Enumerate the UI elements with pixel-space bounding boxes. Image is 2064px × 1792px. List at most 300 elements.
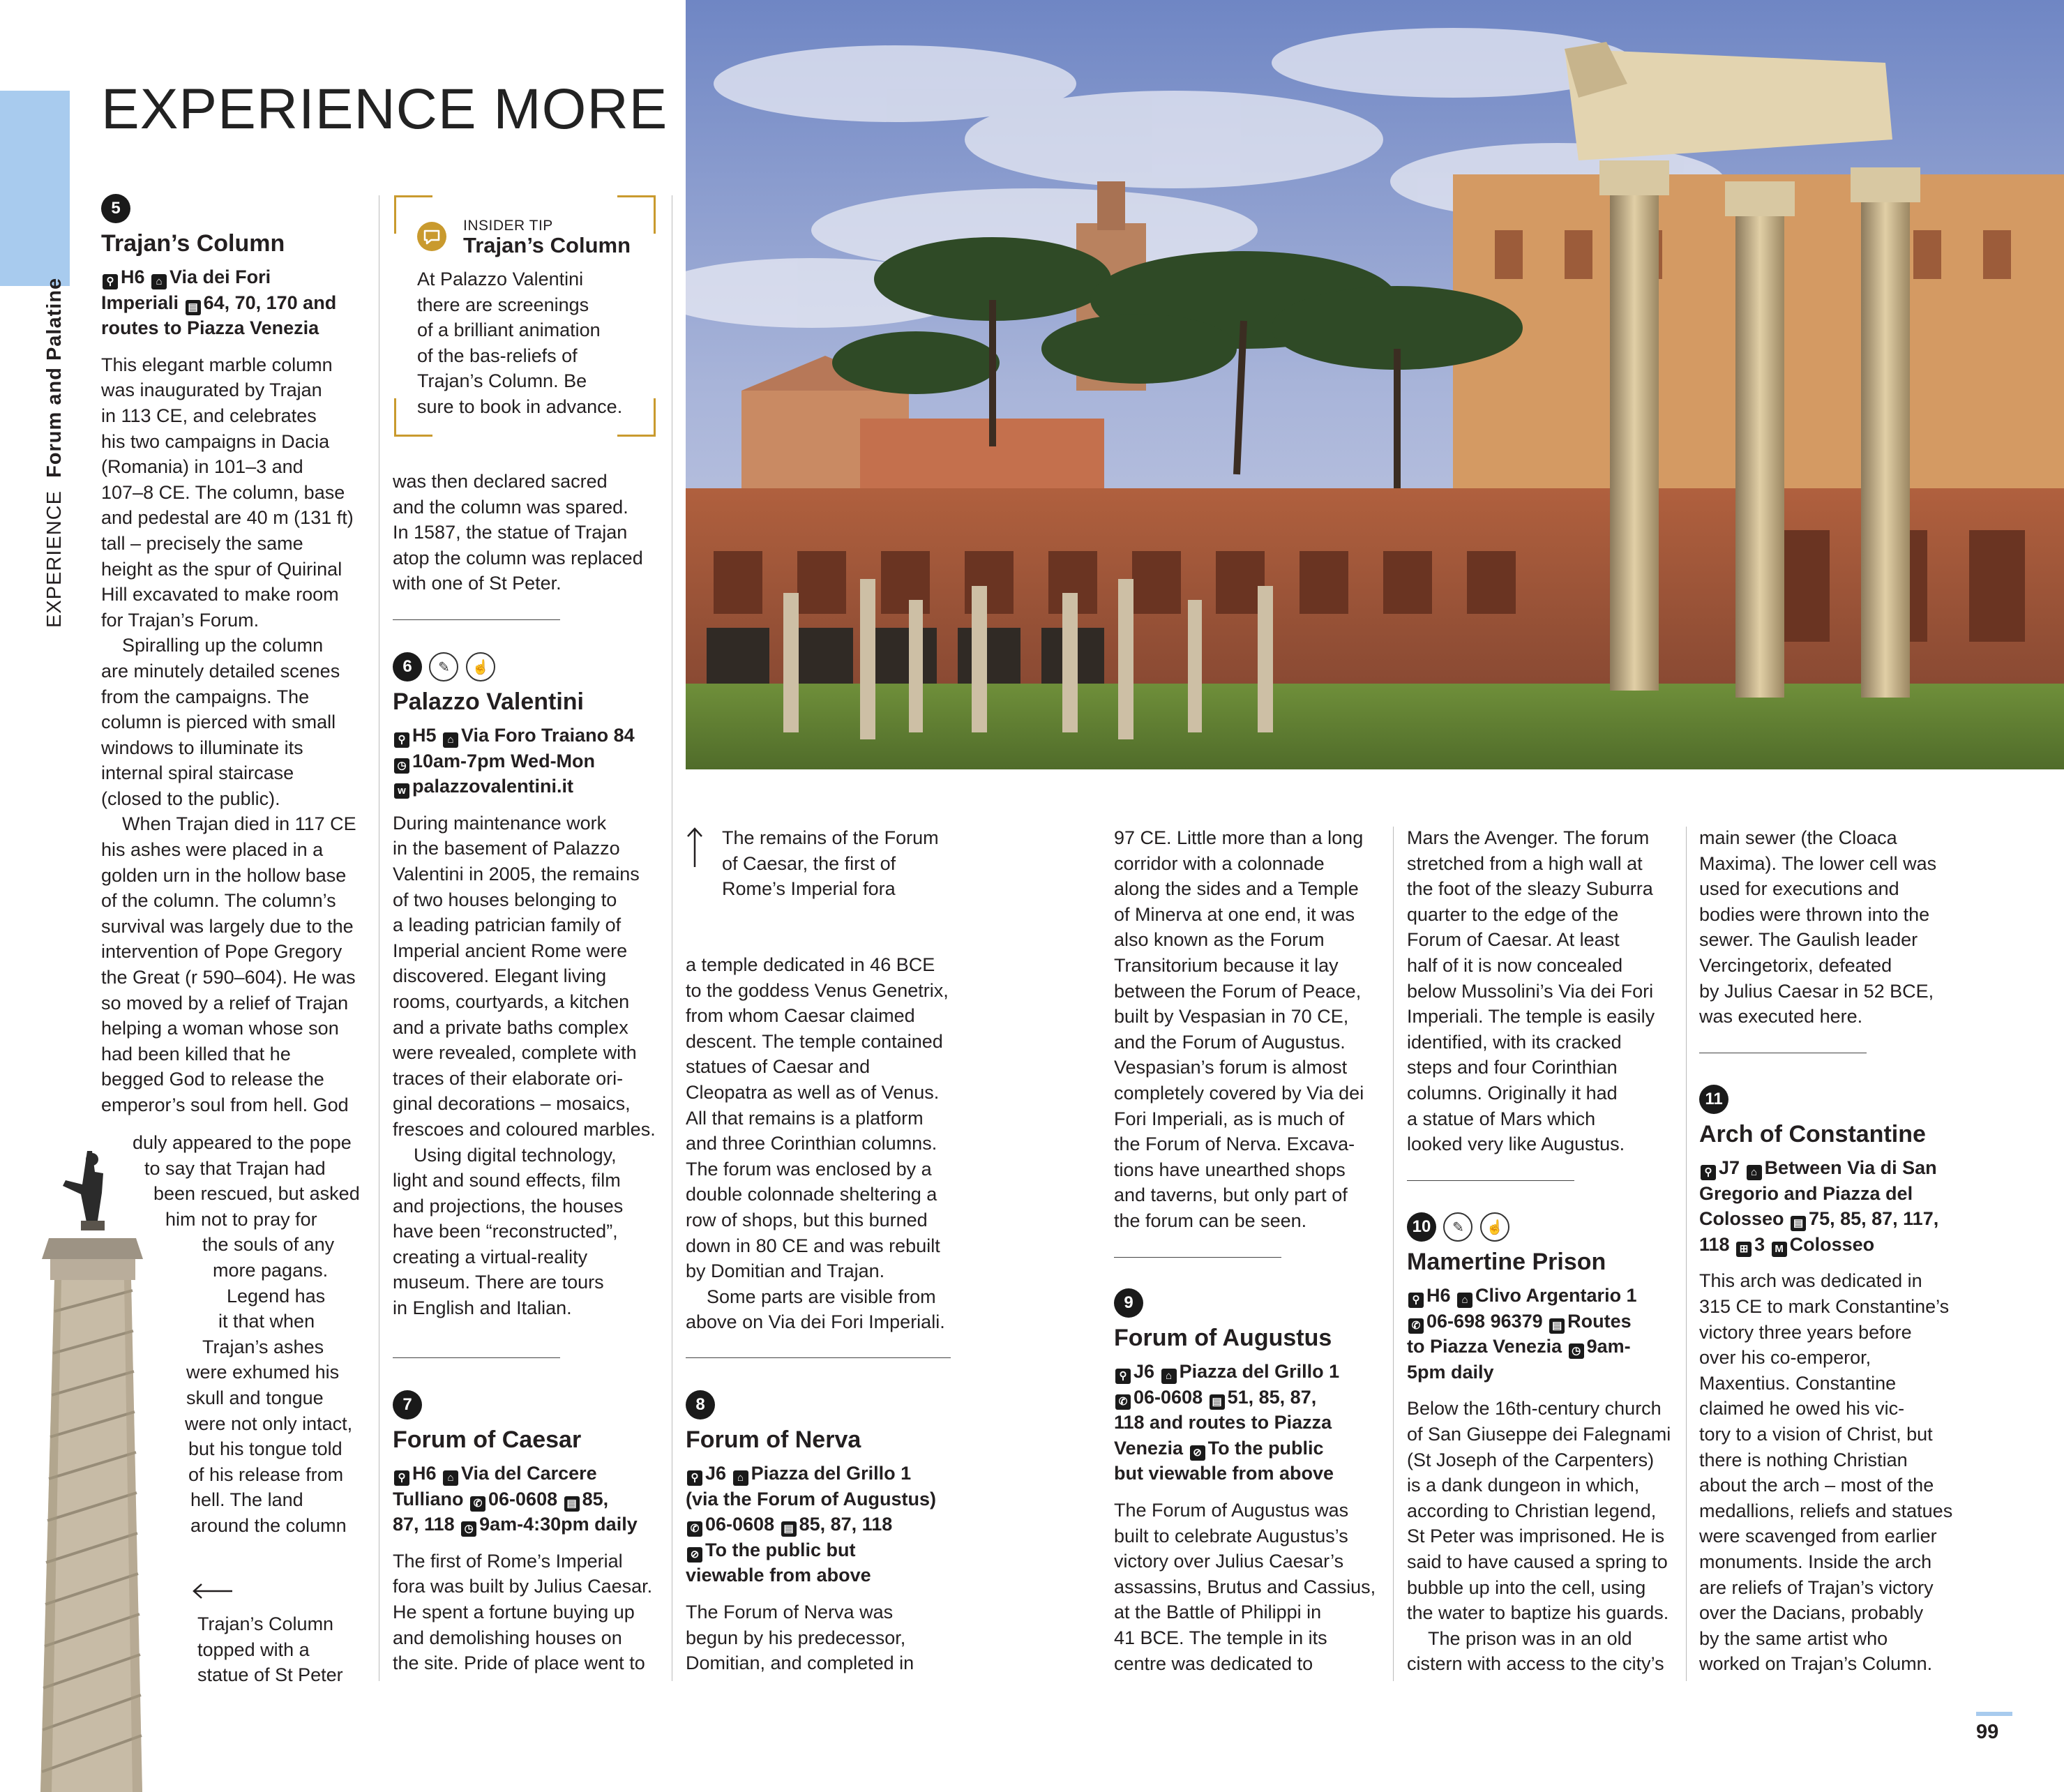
text-block [1407, 825, 1679, 1157]
text-line: monuments. Inside the arch [1699, 1551, 1932, 1572]
separator [686, 1357, 951, 1358]
map-pin-icon: ⚲ [1701, 1165, 1716, 1180]
clock-icon: ◷ [394, 758, 409, 774]
entry-body [1407, 1396, 1686, 1677]
text-line: of Minerva at one end, it was [1114, 903, 1355, 925]
text-line: At Palazzo Valentini [417, 269, 584, 289]
phone-icon: ✆ [1115, 1394, 1131, 1410]
text-line: above on Via dei Fori Imperiali. [686, 1311, 945, 1333]
text-line: at the Battle of Philippi in [1114, 1602, 1322, 1623]
text-line: a leading patrician family of [393, 914, 622, 936]
text-line: and demolishing houses on [393, 1627, 622, 1648]
text-line: with one of St Peter. [393, 573, 562, 594]
text-line: built to celebrate Augustus’s [1114, 1525, 1348, 1546]
page-number: 99 [1976, 1721, 1999, 1743]
text-line: by Domitian and Trajan. [686, 1260, 885, 1282]
text-line: The Forum of Augustus was [1114, 1499, 1349, 1521]
text-line: there is nothing Christian [1699, 1449, 1908, 1470]
text-line: Domitian, and completed in [686, 1652, 914, 1674]
text-line: are minutely detailed scenes [101, 660, 340, 682]
info-phone: 06-0608 [1133, 1386, 1203, 1408]
text-line: tall – precisely the same [101, 532, 303, 554]
text-line: In 1587, the statue of Trajan [393, 522, 628, 543]
text-line: around the column [190, 1514, 347, 1536]
text-line: The remains of the Forum [722, 827, 939, 848]
bus-icon: ▤ [186, 300, 201, 315]
text-line: Fori Imperiali, as is much of [1114, 1108, 1345, 1129]
info-bus: 75, 85, 87, 117, [1809, 1208, 1939, 1230]
section-label-chapter: Forum and Palatine [43, 277, 66, 478]
info-address: Via del Carcere [461, 1463, 597, 1484]
page-heading: EXPERIENCE MORE [101, 77, 668, 141]
text-line: worked on Trajan’s Column. [1699, 1653, 1933, 1675]
text-line: said to have caused a spring to [1407, 1551, 1668, 1572]
text-line: rooms, courtyards, a kitchen [393, 991, 630, 1012]
text-line: stretched from a high wall at [1407, 852, 1643, 874]
text-line: and projections, the houses [393, 1195, 624, 1217]
info-phone: 06-698 96379 [1426, 1310, 1543, 1332]
house-icon: ⌂ [1457, 1293, 1472, 1308]
info-address: Gregorio and Piazza del [1699, 1182, 1913, 1204]
text-line: 97 CE. Little more than a long [1114, 827, 1364, 848]
info-bus: 118 [1699, 1233, 1730, 1255]
info-address: Via Foro Traiano 84 [461, 725, 635, 746]
text-line: his ashes were placed in a [101, 839, 324, 861]
text-line: also known as the Forum [1114, 929, 1325, 951]
text-line: ginal decorations – mosaics, [393, 1093, 631, 1115]
closed-icon: ⊘ [1190, 1445, 1205, 1461]
text-line: was inaugurated by Trajan [101, 379, 322, 401]
info-grid: H6 [1426, 1285, 1451, 1306]
text-line: a statue of Mars which [1407, 1108, 1596, 1129]
text-line: Below the 16th-century church [1407, 1398, 1662, 1420]
text-line: victory over Julius Caesar’s [1114, 1551, 1344, 1572]
map-pin-icon: ⚲ [394, 732, 409, 748]
entry-info [393, 1461, 672, 1537]
text-line: The forum was enclosed by a [686, 1158, 932, 1180]
map-pin-icon: ⚲ [1408, 1293, 1424, 1308]
text-line: emperor’s soul from hell. God [101, 1094, 349, 1115]
column-rule [1393, 827, 1394, 1681]
text-line: Transitorium because it lay [1114, 954, 1339, 976]
entry-title: Forum of Nerva [686, 1426, 861, 1453]
info-address: Clivo Argentario 1 [1475, 1285, 1637, 1306]
text-line: creating a virtual-reality [393, 1246, 588, 1267]
text-line: according to Christian legend, [1407, 1500, 1657, 1521]
text-line: 41 BCE. The temple in its [1114, 1627, 1327, 1648]
text-line: of the bas-reliefs of [417, 345, 578, 366]
text-line: intervention of Pope Gregory [101, 941, 342, 963]
text-line: sure to book in advance. [417, 396, 623, 417]
text-line: of two houses belonging to [393, 889, 617, 910]
info-grid: J7 [1719, 1157, 1740, 1178]
trajans-column-image [14, 1144, 188, 1792]
text-block [686, 952, 965, 1335]
web-icon: w [394, 783, 409, 799]
entry-palazzo-valentini [393, 652, 668, 1321]
text-line: steps and four Corinthian [1407, 1057, 1618, 1078]
entry-info [1407, 1283, 1686, 1385]
house-icon: ⌂ [151, 274, 167, 289]
text-block [1114, 825, 1386, 1234]
info-hours: 5pm daily [1407, 1361, 1494, 1383]
text-line: The prison was in an old [1428, 1627, 1632, 1649]
text-line: helping a woman whose son [101, 1018, 339, 1039]
text-line: from whom Caesar claimed [686, 1005, 915, 1027]
text-line: half of it is now concealed [1407, 954, 1623, 976]
entry-info [101, 264, 366, 341]
phone-icon: ✆ [470, 1496, 485, 1512]
text-line: have been “reconstructed”, [393, 1221, 618, 1242]
info-hours: 10am-7pm Wed-Mon [412, 750, 596, 771]
clock-icon: ◷ [1569, 1343, 1584, 1359]
text-line: was executed here. [1699, 1006, 1863, 1027]
text-line: Some parts are visible from [707, 1286, 936, 1307]
house-icon: ⌂ [733, 1470, 748, 1486]
text-line: He spent a fortune buying up [393, 1601, 635, 1622]
entry-number-badge: 8 [686, 1390, 715, 1420]
text-line: (Romania) in 101–3 and [101, 456, 303, 478]
house-icon: ⌂ [443, 732, 458, 748]
info-access: To the public [1207, 1437, 1324, 1459]
info-grid: H5 [412, 725, 437, 746]
text-line: along the sides and a Temple [1114, 878, 1359, 900]
text-line: 315 CE to mark Constantine’s [1699, 1295, 1950, 1317]
info-access: but viewable from above [1114, 1463, 1334, 1484]
entry-number-badge: 5 [101, 194, 130, 223]
text-line: is a dank dungeon in which, [1407, 1475, 1640, 1496]
text-line: corridor with a colonnade [1114, 852, 1325, 874]
text-line: frescoes and coloured marbles. [393, 1118, 656, 1140]
text-line: victory three years before [1699, 1321, 1912, 1343]
text-line: and pedestal are 40 m (131 ft) [101, 507, 354, 529]
text-line: Trajan’s ashes [202, 1336, 324, 1357]
text-line: During maintenance work [393, 812, 607, 834]
text-line: survival was largely due to the [101, 915, 354, 937]
text-line: were revealed, complete with [393, 1042, 637, 1064]
text-line: used for executions and [1699, 878, 1899, 900]
entry-number-badge: 7 [393, 1390, 422, 1420]
text-line: in 113 CE, and celebrates [101, 405, 317, 426]
text-line: Trajan’s Column [197, 1613, 334, 1634]
text-line: his two campaigns in Dacia [101, 430, 330, 452]
text-line: Using digital technology, [414, 1144, 617, 1166]
text-line: the Forum of Nerva. Excava- [1114, 1134, 1355, 1155]
text-line: bodies were thrown into the [1699, 903, 1930, 925]
info-access: To the public but [705, 1539, 856, 1560]
tip-kicker: INSIDER TIP [463, 218, 553, 234]
info-address: Via dei Fori [170, 266, 271, 287]
text-line: internal spiral staircase [101, 762, 294, 784]
text-line: Hill excavated to make room [101, 584, 339, 605]
info-phone: 06-0608 [705, 1514, 775, 1535]
phone-icon: ✆ [1408, 1318, 1424, 1334]
text-line: museum. There are tours [393, 1272, 604, 1293]
text-line: Forum of Caesar. At least [1407, 929, 1620, 951]
text-line: completely covered by Via dei [1114, 1082, 1364, 1104]
text-line: columns. Originally it had [1407, 1082, 1618, 1104]
house-icon: ⌂ [1747, 1165, 1762, 1180]
info-address: (via the Forum of Augustus) [686, 1488, 936, 1509]
separator [1407, 1180, 1574, 1181]
text-line: topped with a [197, 1639, 310, 1660]
text-line: windows to illuminate its [101, 737, 303, 758]
text-line: built by Vespasian in 70 CE, [1114, 1006, 1349, 1027]
text-line: statues of Caesar and [686, 1056, 871, 1078]
text-line: medallions, reliefs and statues [1699, 1500, 1953, 1521]
info-hours: 9am-4:30pm daily [479, 1514, 638, 1535]
text-line: hell. The land [190, 1489, 303, 1511]
text-line: begged God to release the [101, 1069, 324, 1090]
text-line: below Mussolini’s Via dei Fori [1407, 980, 1654, 1002]
text-line: This arch was dedicated in [1699, 1270, 1922, 1292]
text-line: double colonnade sheltering a [686, 1184, 937, 1205]
text-line: and three Corinthian columns. [686, 1133, 937, 1154]
info-bus: 51, 85, 87, [1227, 1386, 1317, 1408]
text-line: and the Forum of Augustus. [1114, 1031, 1346, 1053]
text-line: tions have unearthed shops [1114, 1159, 1346, 1180]
entry-title: Forum of Caesar [393, 1426, 582, 1453]
text-line: Rome’s Imperial fora [722, 878, 896, 900]
text-line: from the campaigns. The [101, 686, 310, 707]
text-line: Vespasian’s forum is almost [1114, 1057, 1348, 1078]
info-address: Colosseo [1699, 1208, 1784, 1230]
info-grid: H6 [412, 1463, 437, 1484]
column-rule [1686, 827, 1687, 1681]
info-bus: Routes [1567, 1310, 1632, 1332]
text-line: All that remains is a platform [686, 1107, 924, 1129]
text-line: in English and Italian. [393, 1297, 572, 1319]
text-line: discovered. Elegant living [393, 965, 607, 987]
text-line: identified, with its cracked [1407, 1031, 1622, 1053]
bus-icon: ▤ [564, 1496, 580, 1512]
text-line: traces of their elaborate ori- [393, 1067, 624, 1089]
info-bus: routes to Piazza Venezia [101, 317, 319, 339]
entry-title: Palazzo Valentini [393, 688, 584, 715]
arrow-up-icon [686, 827, 704, 868]
text-line: This elegant marble column [101, 354, 333, 375]
text-line: looked very like Augustus. [1407, 1134, 1625, 1155]
info-address: Imperiali [101, 292, 179, 313]
text-line: him not to pray for [165, 1208, 317, 1230]
entry-title: Forum of Augustus [1114, 1325, 1332, 1351]
text-line: begun by his predecessor, [686, 1627, 906, 1648]
bus-icon: ▤ [781, 1521, 797, 1537]
text-block [1699, 825, 1978, 1030]
closed-icon: ⊘ [687, 1547, 702, 1563]
text-line: column is pierced with small [101, 711, 336, 733]
info-website[interactable]: palazzovalentini.it [412, 776, 574, 797]
text-line: so moved by a relief of Trajan [101, 992, 349, 1014]
map-pin-icon: ⚲ [394, 1470, 409, 1486]
entry-title: Trajan’s Column [101, 230, 285, 257]
text-line: the Great (r 590–604). He was [101, 967, 356, 988]
entry-number-badge: 11 [1699, 1085, 1728, 1114]
separator [393, 619, 560, 620]
entry-forum-of-augustus [1114, 1288, 1393, 1676]
bus-icon: ▤ [1210, 1394, 1225, 1410]
entry-arch-of-constantine [1699, 1085, 1992, 1677]
text-line: fora was built by Julius Caesar. [393, 1576, 653, 1597]
entry-body [393, 811, 668, 1321]
text-line: Maxima). The lower cell was [1699, 852, 1937, 874]
text-line: tory to a vision of Christ, but [1699, 1423, 1933, 1445]
info-address: Piazza del Grillo 1 [751, 1463, 912, 1484]
entry-body [1114, 1498, 1393, 1676]
text-line: cistern with access to the city’s [1407, 1653, 1664, 1675]
text-line: (St Joseph of the Carpenters) [1407, 1449, 1655, 1470]
text-line: St Peter was imprisoned. He is [1407, 1526, 1665, 1547]
tour-icon: ✎ [1443, 1212, 1472, 1242]
touch-icon: ☝ [466, 652, 495, 682]
text-line: claimed he owed his vic- [1699, 1398, 1905, 1420]
text-line: to the goddess Venus Genetrix, [686, 979, 949, 1001]
info-address: Tulliano [393, 1488, 464, 1509]
text-line: and a private baths complex [393, 1016, 628, 1038]
entry-title: Mamertine Prison [1407, 1249, 1606, 1275]
section-label [43, 140, 77, 628]
entry-title: Arch of Constantine [1699, 1121, 1926, 1147]
tour-icon: ✎ [429, 652, 458, 682]
text-line: and the column was spared. [393, 496, 628, 518]
page-number-bar [1976, 1712, 2012, 1716]
image-caption [197, 1611, 365, 1688]
text-line: When Trajan died in 117 CE [122, 813, 356, 835]
text-line: about the arch – most of the [1699, 1475, 1934, 1496]
text-line: row of shops, but this burned [686, 1209, 928, 1230]
text-line: were scavenged from earlier [1699, 1526, 1937, 1547]
text-line: statue of St Peter [197, 1664, 343, 1686]
text-line: of Caesar, the first of [722, 852, 896, 874]
text-line: Imperial ancient Rome were [393, 940, 628, 961]
text-line: skull and tongue [186, 1387, 324, 1408]
entry-forum-of-nerva [686, 1390, 965, 1676]
text-line: the water to baptize his guards. [1407, 1602, 1669, 1624]
forum-of-caesar-photo [686, 0, 2064, 769]
info-bus: 64, 70, 170 and [203, 292, 337, 313]
info-address: Between Via di San [1764, 1157, 1937, 1178]
text-line: by Julius Caesar in 52 BCE, [1699, 980, 1934, 1002]
text-line: height as the spur of Quirinal [101, 558, 342, 580]
text-line: had been killed that he [101, 1043, 291, 1064]
entry-info [1699, 1155, 1992, 1257]
house-icon: ⌂ [1161, 1369, 1177, 1384]
text-line: descent. The temple contained [686, 1030, 943, 1052]
text-line: been rescued, but asked [153, 1183, 360, 1205]
info-bus: 85, [582, 1488, 609, 1509]
entry-info [393, 723, 668, 799]
info-metro: Colosseo [1789, 1233, 1875, 1255]
entry-mamertine-prison [1407, 1212, 1686, 1677]
entry-body [393, 1549, 672, 1676]
text-line: Vercingetorix, defeated [1699, 954, 1892, 976]
text-line: the site. Pride of place went to [393, 1652, 645, 1674]
entry-body [101, 352, 366, 1118]
text-block [393, 469, 665, 596]
text-line: quarter to the edge of the [1407, 903, 1619, 925]
text-line: Maxentius. Constantine [1699, 1372, 1897, 1394]
text-line: over the Dacians, probably [1699, 1602, 1924, 1624]
arrow-left-icon [192, 1582, 234, 1600]
text-line: golden urn in the hollow base [101, 864, 347, 886]
info-bus: 118 and routes to Piazza [1114, 1412, 1332, 1433]
info-address: Piazza del Grillo 1 [1179, 1361, 1340, 1382]
entry-body [686, 1599, 965, 1676]
text-line: Legend has [227, 1285, 326, 1307]
text-line: were not only intact, [185, 1413, 353, 1434]
map-pin-icon: ⚲ [103, 274, 118, 289]
text-line: of his release from [188, 1463, 344, 1485]
clock-icon: ◷ [461, 1521, 476, 1537]
text-line: were exhumed his [186, 1362, 340, 1383]
info-phone: 06-0608 [488, 1488, 558, 1509]
info-bus: Venezia [1114, 1437, 1184, 1459]
map-pin-icon: ⚲ [687, 1470, 702, 1486]
text-line: Imperiali. The temple is easily [1407, 1006, 1655, 1027]
text-line: (closed to the public). [101, 788, 280, 809]
text-line: in the basement of Palazzo [393, 838, 620, 859]
tip-text [417, 266, 647, 420]
text-line: sewer. The Gaulish leader [1699, 929, 1918, 951]
text-line: Valentini in 2005, the remains [393, 863, 640, 884]
text-line: Trajan’s Column. Be [417, 370, 587, 392]
text-line: assassins, Brutus and Cassius, [1114, 1576, 1376, 1597]
text-line: more pagans. [213, 1259, 329, 1281]
phone-icon: ✆ [687, 1521, 702, 1537]
entry-number-badge: 9 [1114, 1288, 1143, 1318]
text-line: of the column. The column’s [101, 890, 336, 912]
text-line: and taverns, but only part of [1114, 1184, 1348, 1206]
info-bus: 87, 118 [393, 1514, 455, 1535]
house-icon: ⌂ [443, 1470, 458, 1486]
info-grid: J6 [705, 1463, 727, 1484]
text-line: between the Forum of Peace, [1114, 980, 1362, 1002]
text-line: the souls of any [202, 1234, 335, 1256]
info-grid: H6 [121, 266, 145, 287]
text-line: of a brilliant animation [417, 319, 601, 341]
info-grid: J6 [1133, 1361, 1155, 1382]
text-line: for Trajan’s Forum. [101, 609, 259, 631]
text-line: by the same artist who [1699, 1627, 1888, 1649]
text-line: to say that Trajan had [144, 1157, 326, 1179]
tram-icon: ⊞ [1736, 1242, 1752, 1257]
text-line: Cleopatra as well as of Venus. [686, 1081, 940, 1103]
text-line: there are screenings [417, 294, 589, 315]
entry-info [686, 1461, 965, 1588]
photo-caption [722, 825, 987, 902]
entry-number-badge: 10 [1407, 1212, 1436, 1242]
text-line: centre was dedicated to [1114, 1652, 1313, 1674]
speech-bubble-icon [417, 222, 446, 251]
text-line: duly appeared to the pope [133, 1132, 352, 1153]
text-line: light and sound effects, film [393, 1170, 621, 1191]
info-bus: 85, 87, 118 [799, 1514, 893, 1535]
bus-icon: ▤ [1791, 1216, 1806, 1231]
text-line: it that when [218, 1311, 315, 1332]
bus-icon: ▤ [1549, 1318, 1565, 1334]
text-line: 107–8 CE. The column, base [101, 481, 345, 503]
text-line: Mars the Avenger. The forum [1407, 827, 1650, 848]
text-line: The Forum of Nerva was [686, 1601, 894, 1622]
text-line: atop the column was replaced [393, 547, 643, 569]
info-tram: 3 [1754, 1233, 1765, 1255]
touch-icon: ☝ [1480, 1212, 1509, 1242]
text-line: a temple dedicated in 46 BCE [686, 954, 935, 975]
text-line: Spiralling up the column [122, 635, 324, 656]
text-line: The first of Rome’s Imperial [393, 1550, 623, 1572]
text-line: down in 80 CE and was rebuilt [686, 1235, 940, 1256]
separator [393, 1357, 560, 1358]
